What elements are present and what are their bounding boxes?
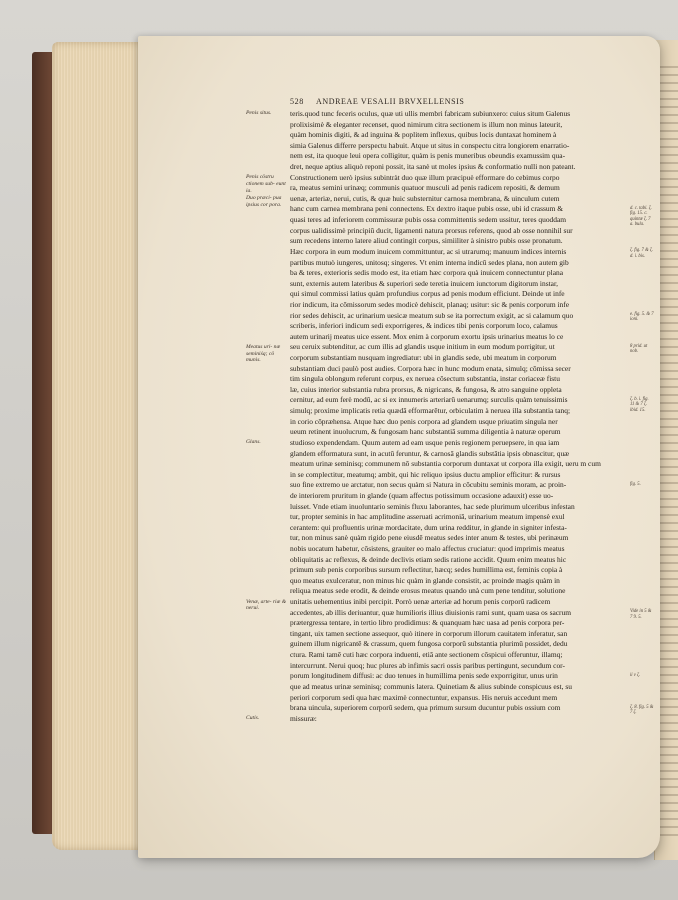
- margin-note-left: Glans.: [246, 439, 261, 446]
- body-line: ctura. Rami tamē cuti hæc corpora induenti, etiā ante sectionem cōspicui offeruntur, illamq;: [290, 650, 563, 660]
- body-line: qui simul commissi latius quàm profundius corpus ad penis modum efficiunt. Deinde ut infe: [290, 289, 565, 299]
- body-line: meatum urinæ seminisq; communem nō substantia corporum duntaxat ut corpora illa exigit, ueru m cum: [290, 459, 601, 469]
- body-line: periori corporum sedi qua hæc maximè connectuntur, expansus. His neruis accedunt mem: [290, 692, 558, 702]
- body-line: cerantem: qui profluentis urinæ mordacitate, dum urina redditur, in glande in signiter infesta-: [290, 522, 567, 532]
- margin-note-right: ζ. b. i. fig. 11 & 7 ζ. ibid. 15.: [630, 396, 649, 413]
- body-line: læ, cuius interior substantia rubra prorsus, & nigricans, & fungosa, & atro sanguine oppleta: [290, 384, 562, 394]
- body-line: sunt, externis autem lateribus & superiori sede teretia inuicem iunctorum digitorum instar,: [290, 278, 559, 288]
- body-line: uenæ, arteriæ, nerui, cutis, & quæ huic substernitur carnosa membrana, & uinculum cutem: [290, 193, 560, 203]
- body-line: guinem illum nigricantē & crassum, quem fungosa corporū substantia plurimū possidet, dedu: [290, 639, 568, 649]
- body-line: glandem efformatura sunt, in acutū feruntur, & carnosā glandis substātia ipsis obnascitur, quæ: [290, 448, 570, 458]
- page-number: 528: [290, 97, 304, 106]
- body-line: unitatis uehementius inibi percipit. Porrò uenæ arteriæ ad horum penis corporū radicem: [290, 597, 551, 607]
- body-line: Constructionem uerò ipsius subintràt duo quæ illum præcipuè efformare do cebimus corpo: [290, 172, 560, 182]
- margin-note-right: e. fig. 5. & 7 ioni.: [630, 311, 654, 323]
- body-line: quàm hominis digiti, & ad inguina & poplitem inflexus, quibus locis duntaxat hominem à: [290, 130, 557, 140]
- margin-note-right: fig. 5.: [630, 481, 641, 487]
- body-line: tingant, uix tamen sectione assequor, quò itinere in corporum illorum cauitatem inferatur, san: [290, 628, 568, 638]
- body-line: sum recedens interno latere aliud contingit corpus, simiiliter à sinistro pubis osse pronatum.: [290, 236, 563, 246]
- margin-note-right: ζ. fig. 7 & ζ. d. i. bis.: [630, 248, 653, 259]
- body-line: intercurrunt. Nerui quoq; huc plures ab infimis sacri ossis paribus pertingunt, secundum cor-: [290, 660, 565, 670]
- body-line: suo fine extremo ue arctatur, non secus quàm si Natura in cōcubitu seminis moram, ac proin-: [290, 480, 567, 490]
- body-line: primum sub penis corporibus sursum reflectitur, hæcq; sedes humillima est, feminis copia à: [290, 565, 563, 575]
- body-line: substantiam duci paulò post audies. Corpora hæc in hunc modum enata, simulq; cōmissa secer: [290, 363, 571, 373]
- body-line: simulq; proxime implicatis retia quædā efformarētur, orbiculatim à neruea illa substantia tanq;: [290, 406, 571, 416]
- body-line: nem est, ita quoque leui opera colligitur, quàm is penis muneribus obeundis examussim qua-: [290, 151, 566, 161]
- running-head: [290, 97, 464, 106]
- body-line: studioso expendendam. Quum autem ad eam usque penis regionem peruepsere, in qua iam: [290, 437, 560, 447]
- body-line: tim singula oblongum referunt corpus, ex neruea cōsectum substantia, instar coriaceæ fistu: [290, 374, 560, 384]
- facing-page-text: [660, 60, 678, 840]
- body-line: simia Galenus differre perspectu habuit. Atque ut situs in conspectu citra longiorem enarratio-: [290, 140, 570, 150]
- body-line: prætergressa tentare, in tertio libro prodidimus: & quanquam hæc uasa ad penis corpora per-: [290, 618, 565, 628]
- margin-note-right: d. c. tabi. ζ. fig. 15. c. quintæ ζ. 7 a. bula.: [630, 205, 652, 228]
- page-edges: [52, 42, 147, 850]
- body-line: cernitur, ad eum ferè modū, ac si ex innumeris arteriarū uenarumq; surculis quàm tenuissimis: [290, 395, 568, 405]
- body-line: seu ceruix subtenditur, ac cum illis ad glandis usque initium in eum modum porrigitur, ut: [290, 342, 555, 352]
- body-line: ra, meatus semini urinæq; communis quatuor musculi ad penis radicem repositi, & demum: [290, 183, 560, 193]
- body-line: missuræ:: [290, 713, 317, 723]
- margin-note-left: Meatus uri- næ seminiśq; cō munis.: [246, 343, 281, 364]
- margin-note-left: Penis situs.: [246, 110, 272, 116]
- body-line: hanc cum carnea membrana peni connectens. Ex dextro itaque pubis osse, ubi id crassum &: [290, 204, 564, 214]
- margin-note-right: ii v ζ.: [630, 672, 641, 678]
- body-line: accedentes, ab illis deriuantur, quæ humilioris illius diuisionis rami sunt, quam uasa os sacrum: [290, 607, 572, 617]
- body-line: in se complectitur, meatumq; ambit, qui hic reliquo ipsius ductu amplior efficitur: & rursus: [290, 469, 561, 479]
- body-line: tur, propter seminis in hac amplitudine asseruati acrimoniā, urinarium meatum impensè exul: [290, 512, 565, 522]
- body-line: corpus ualidissimè principiū ducit, ligamenti natura prorsus referens, quod ab osse nonnihil sur: [290, 225, 573, 235]
- body-line: que ad meatus urinæ seminisq; communis latera. Quinetiam & alius subinde conspicuus est, su: [290, 681, 572, 691]
- body-line: teris.quod tunc feceris oculus, quæ uti ullis membri fabricam subiunxero: cuius situm Galenus: [290, 109, 571, 118]
- body-line: nobis uocatum habetur, cōsistens, grauiter eo malo affectus cruciatur: quod imprimis meatus: [290, 543, 565, 553]
- body-line: prolixisimè & eleganter recenset, quod nimirum citra sectionem is illum non minus lateurit,: [290, 119, 563, 129]
- body-line: ueum retinent inuolucrum, & fungosam hanc substantiā summa diligentia à naturæ operum: [290, 427, 561, 437]
- body-line: scriberis, inferiori indicum sedi exporrigeres, & indices tibi penis corporum loco, calamus: [290, 321, 558, 331]
- body-line: dret, neque aptius aliquò reponi possit, ita sanè ut moles ipsius & conformatio nulli non pateant.: [290, 162, 576, 172]
- margin-note-right: 8 prid. ut nob.: [630, 343, 648, 355]
- body-line: tur, non minus sanè quàm rigido pene eiusdē meatus sedes inter anum & testes, ubi perinæum: [290, 533, 569, 543]
- body-line: Hæc corpora in eum modum inuicem committuntur, ac si utrarumq; manuum indices internis: [290, 246, 567, 256]
- body-line: in corio cōpræhensa. Atque hæc duo penis corpora ad glandem usque priuatim singula ner: [290, 416, 558, 426]
- body-line: luisset. Vnde etiam inuoluntario seminis fluxu laborantes, hac sede plurimum ulceribus infestan: [290, 501, 575, 511]
- body-line: autem urinarij meatus uice essent. Mox enim à corporum exortu ipsis urinarius meatus lo ce: [290, 331, 564, 341]
- margin-note-right: Vide in 5 & 7 9. 5.: [630, 609, 652, 620]
- body-line: obliquitatis ac reflexus, & deinde declivis etiam sedis ratione accidit. Quum enim meatus hic: [290, 554, 567, 564]
- body-line: rior indicum, ita cōmissorum sedes modicè dehiscit, planaq; usitur: sic & penis corporum infe: [290, 299, 570, 309]
- body-line: ba & teres, exterioris sedis modo est, ita etiam hæc corpora quà inuicem connectuntur plana: [290, 268, 564, 278]
- margin-note-left: Duo præci- pua ipsius cor pora.: [246, 194, 282, 208]
- body-text-block: [290, 109, 628, 724]
- body-line: brana uincula, superiorem corporū sedem, qua primum sursum ducuntur pubis ossium com: [290, 703, 561, 713]
- body-line: corporum substantiam nusquam ingrediatur: ubi in glandis sede, ubi meatum in corporum: [290, 353, 557, 363]
- margin-note-left: Cutis.: [246, 715, 260, 722]
- margin-note-left: Penis cōstru ctionem sub- eunt ia.: [246, 173, 286, 194]
- body-line: rior sedes dehiscit, ac urinarium uesicæ meatum sub se ita porrectum exigit, ac si calamum quo: [290, 310, 574, 320]
- margin-note-left: Venæ, arte- riæ & nerui.: [246, 598, 287, 612]
- body-line: porum longitudinem diffusi: ac duo tenues in humillima penis sede exporrigitur, unus urin: [290, 671, 558, 681]
- body-line: quasi teres ad inferiorem commissuræ pubis ossa committentis sedem ussitur, teres quoddam: [290, 215, 567, 225]
- running-title: ANDREAE VESALII BRVXELLENSIS: [315, 97, 465, 106]
- body-line: quo meatus exulceratur, non minus hic quàm in glande consistit, ac proinde magis quàm in: [290, 575, 560, 585]
- body-line: reliqua meatus sede erodit, & deinde erosus meatus quando unà cum pene tenditur, solutione: [290, 586, 566, 596]
- margin-note-right: ζ. 8. fig. 5 & 7 ζ.: [630, 704, 654, 716]
- body-line: de interiorem pruritum in glande (quam affectus potissimum occasione adauxit) esse uo-: [290, 490, 554, 500]
- body-line: partibus mutuò iungeres, unitosq; singeres. Vt enim interna indicū sedes plana, non autem gib: [290, 257, 569, 267]
